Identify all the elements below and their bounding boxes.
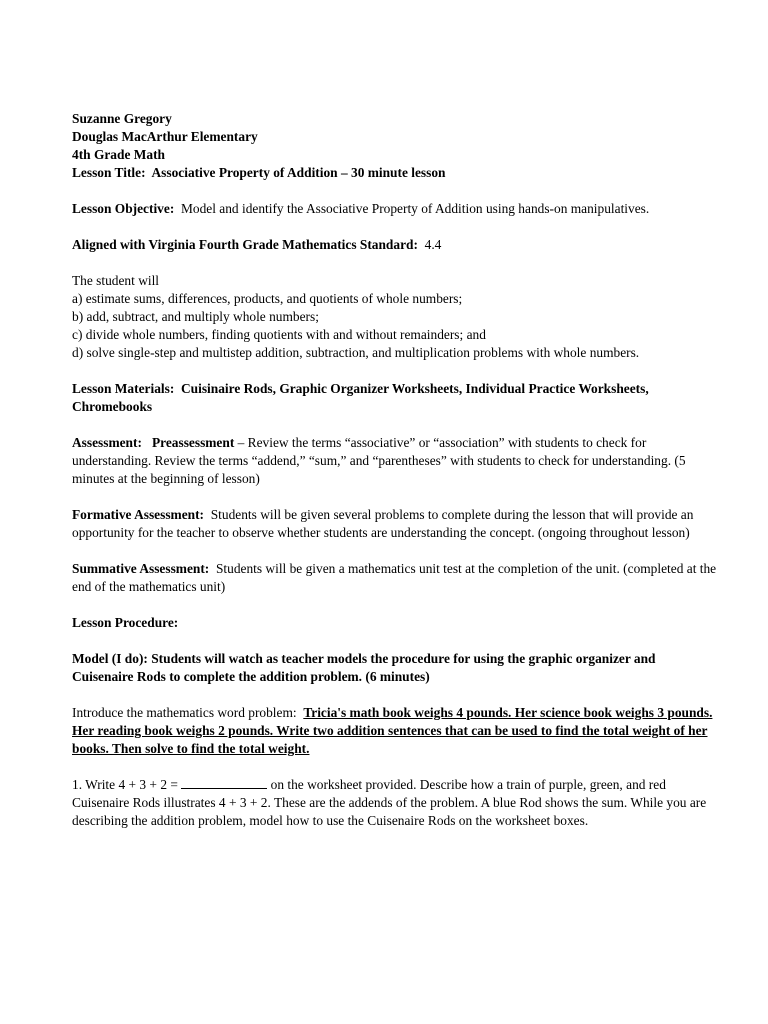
word-problem-text: Tricia's math book weighs 4 pounds. Her science book weighs 3 pounds. Her reading book weighs 2 pounds. Write two addition sentences that can be used to find the total weight of her books. Then solve to find the total weight. — [72, 705, 713, 756]
model-paragraph: Model (I do): Students will watch as teacher models the procedure for using the graphic organizer and Cuisenaire Rods to complete the addition problem. (6 minutes) — [72, 651, 656, 684]
standard-value: 4.4 — [424, 237, 442, 252]
summative-text: Students will be given a mathematics unit test at the completion of the unit. (completed at the end of the mathematics unit) — [72, 561, 717, 594]
school-name: Douglas MacArthur Elementary — [72, 129, 258, 144]
step-1-prefix: 1. Write 4 + 3 + 2 = — [72, 777, 178, 792]
summative-label: Summative Assessment: — [72, 561, 210, 576]
student-will-intro: The student will — [72, 273, 160, 288]
word-problem-intro: Introduce the mathematics word problem: — [72, 705, 297, 720]
answer-blank — [181, 776, 267, 789]
lesson-title — [72, 164, 720, 182]
lesson-objective — [72, 200, 720, 218]
list-item: b) add, subtract, and multiply whole numbers; — [72, 309, 319, 324]
list-item: d) solve single-step and multistep addition, subtraction, and multiplication problems with whole numbers. — [72, 345, 640, 360]
assessment-label: Assessment: — [72, 435, 142, 450]
list-item: a) estimate sums, differences, products, and quotients of whole numbers; — [72, 291, 463, 306]
header-block — [72, 110, 720, 182]
step-1-text: on the worksheet provided. Describe how a train of purple, green, and red Cuisenaire Rods illustrates 4 + 3 + 2. These are the addends of the problem. A blue Rod shows the sum. While you are describing the addition problem, model how to use the Cuisenaire Rods on the worksheet boxes. — [72, 777, 707, 828]
materials-label: Lesson Materials: — [72, 381, 175, 396]
summative-paragraph — [72, 560, 720, 596]
word-problem-paragraph — [72, 704, 720, 758]
objective-text: Model and identify the Associative Property of Addition using hands-on manipulatives. — [180, 201, 650, 216]
assessment-text: – Review the terms “associative” or “association” with students to check for understanding. Review the terms “addend,” “sum,” and “parentheses” with students to check for understanding. (5 minutes at the beginning of lesson) — [72, 435, 686, 486]
formative-text: Students will be given several problems to complete during the lesson that will provide an opportunity for the teacher to observe whether students are understanding the concept. (ongoing throughout lesson) — [72, 507, 694, 540]
step-1-paragraph — [72, 776, 720, 830]
lesson-title-label: Lesson Title: — [72, 165, 146, 180]
list-item: c) divide whole numbers, finding quotients with and without remainders; and — [72, 327, 486, 342]
procedure-heading: Lesson Procedure: — [72, 615, 179, 630]
materials-text: Cuisinaire Rods, Graphic Organizer Worksheets, Individual Practice Worksheets, Chromebooks — [72, 381, 649, 414]
assessment-paragraph — [72, 434, 720, 488]
student-will-block — [72, 272, 720, 362]
objective-label: Lesson Objective: — [72, 201, 175, 216]
standard-label: Aligned with Virginia Fourth Grade Mathematics Standard: — [72, 237, 418, 252]
preassessment-label: Preassessment — [151, 435, 235, 450]
lesson-title-value: Associative Property of Addition – 30 minute lesson — [151, 165, 446, 180]
formative-label: Formative Assessment: — [72, 507, 205, 522]
standard-line — [72, 236, 720, 254]
formative-paragraph — [72, 506, 720, 542]
author-name: Suzanne Gregory — [72, 111, 172, 126]
lesson-materials — [72, 380, 720, 416]
course-name: 4th Grade Math — [72, 147, 165, 162]
